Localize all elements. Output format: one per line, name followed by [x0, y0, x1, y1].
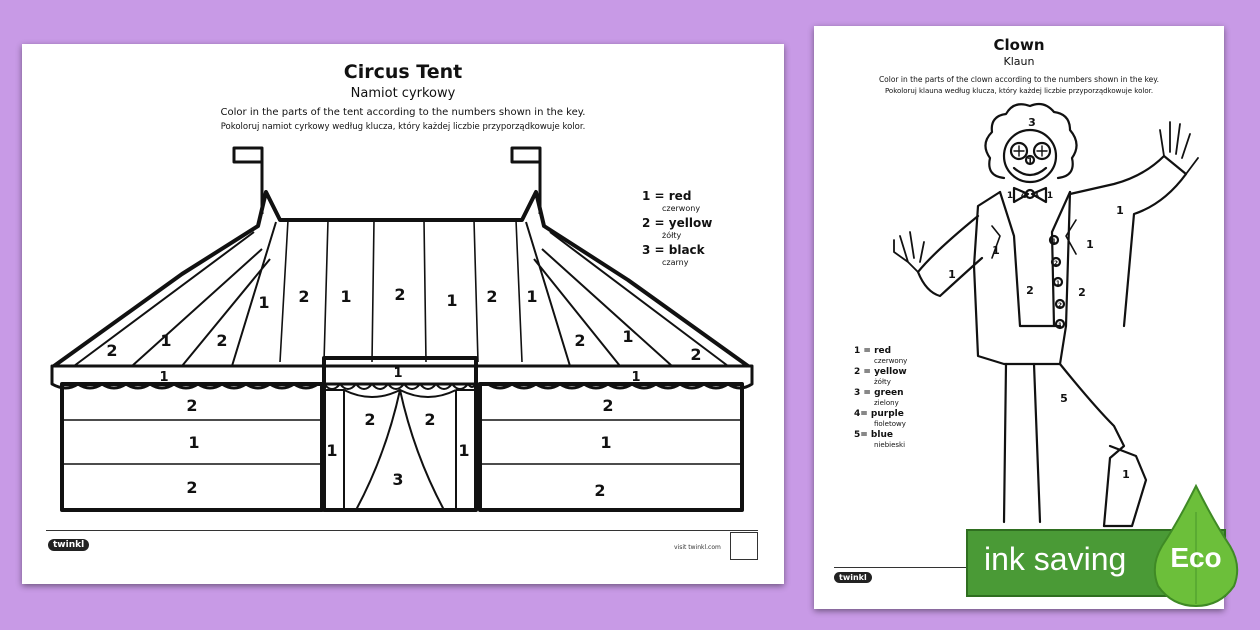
key-item-black: 3 = black czarny [642, 243, 705, 267]
button-number: 1 [1057, 322, 1063, 329]
trousers-number: 5 [1060, 392, 1068, 405]
wall-number: 1 [188, 433, 200, 452]
trim-number: 1 [159, 370, 169, 385]
bow-number: 1 [1006, 191, 1014, 201]
shoe-number: 1 [1122, 468, 1130, 481]
wall-number: 2 [186, 396, 198, 415]
arm-number: 1 [1116, 204, 1124, 217]
roof-number: 1 [446, 291, 458, 310]
door-number: 1 [326, 441, 338, 460]
vest-number: 1 [992, 244, 1000, 257]
clown-right-hand-icon [1160, 122, 1198, 174]
roof-number: 2 [394, 285, 406, 304]
arm-number: 1 [948, 268, 956, 281]
left-flag-icon [234, 148, 262, 214]
worksheet-title: Clown [993, 36, 1045, 54]
door-number: 2 [424, 410, 436, 429]
right-curtain [400, 390, 456, 510]
hair-number: 3 [1028, 116, 1036, 129]
clown-drawing [814, 26, 1224, 546]
eco-badge-label: Eco [1170, 542, 1222, 573]
bow-number: 4 [1020, 191, 1028, 201]
wall-number: 2 [594, 481, 606, 500]
vest-number: 2 [1078, 286, 1086, 299]
instruction-polish: Pokoloruj klauna według klucza, który każdej liczbie przyporządkowuje kolor. [884, 87, 1154, 95]
worksheet-subtitle: Namiot cyrkowy [350, 86, 456, 101]
footer-rule [46, 530, 758, 531]
roof-number: 2 [574, 331, 586, 350]
key-item-yellow: 2 = yellow żółty [854, 367, 907, 386]
roof-number: 2 [106, 341, 118, 360]
key-item-yellow: 2 = yellow żółty [642, 216, 713, 240]
twinkl-logo: twinkl [834, 572, 872, 583]
key-item-red: 1 = red czerwony [642, 189, 701, 213]
bow-number: 1 [1046, 191, 1054, 201]
worksheet-title: Circus Tent [343, 61, 463, 83]
roof-number: 1 [526, 287, 538, 306]
wall-number: 2 [186, 478, 198, 497]
key-item-blue: 5= blue niebieski [854, 430, 906, 449]
visit-link-text: visit twinkl.com [674, 544, 721, 551]
key-item-red: 1 = red czerwony [854, 346, 908, 365]
door-number: 2 [364, 410, 376, 429]
roof-number: 2 [298, 287, 310, 306]
wall-number: 2 [602, 396, 614, 415]
button-number: 2 [1053, 260, 1059, 267]
roof-number: 1 [340, 287, 352, 306]
worksheet-subtitle: Klaun [1003, 55, 1035, 68]
trim-number: 1 [631, 370, 641, 385]
roof-number: 1 [160, 331, 172, 350]
key-item-green: 3 = green zielony [854, 388, 904, 407]
instruction-polish: Pokoloruj namiot cyrkowy według klucza, który każdej liczbie przyporządkowuje kolor. [220, 122, 586, 132]
door-number: 3 [392, 470, 404, 489]
circus-tent-drawing [22, 44, 784, 584]
key-item-purple: 4= purple fioletowy [854, 409, 906, 428]
roof-number: 1 [258, 293, 270, 312]
roof-number: 2 [690, 345, 702, 364]
clown-trousers [1004, 364, 1124, 526]
roof-number: 2 [216, 331, 228, 350]
face-number: 1 [1026, 157, 1034, 167]
clown-left-hand-icon [894, 232, 924, 272]
button-number: 1 [1055, 280, 1061, 287]
instruction-english: Color in the parts of the tent according to the numbers shown in the key. [220, 107, 586, 118]
left-curtain [344, 390, 400, 510]
quality-badge-icon [730, 532, 758, 560]
right-flag-icon [512, 148, 540, 214]
vest-number: 2 [1026, 284, 1034, 297]
vest-number: 1 [1086, 238, 1094, 251]
roof-number: 2 [486, 287, 498, 306]
trim-number: 1 [393, 366, 403, 381]
door-number: 1 [458, 441, 470, 460]
ink-saving-label: ink saving [984, 541, 1127, 577]
bow-number: 4 [1032, 191, 1040, 201]
button-number: 2 [1057, 302, 1063, 309]
wall-number: 1 [600, 433, 612, 452]
circus-tent-worksheet [22, 44, 784, 584]
button-number: 1 [1051, 238, 1057, 245]
twinkl-logo: twinkl [48, 539, 89, 551]
roof-number: 1 [622, 327, 634, 346]
clown-left-arm [918, 216, 982, 296]
instruction-english: Color in the parts of the clown according to the numbers shown in the key. [878, 75, 1160, 84]
